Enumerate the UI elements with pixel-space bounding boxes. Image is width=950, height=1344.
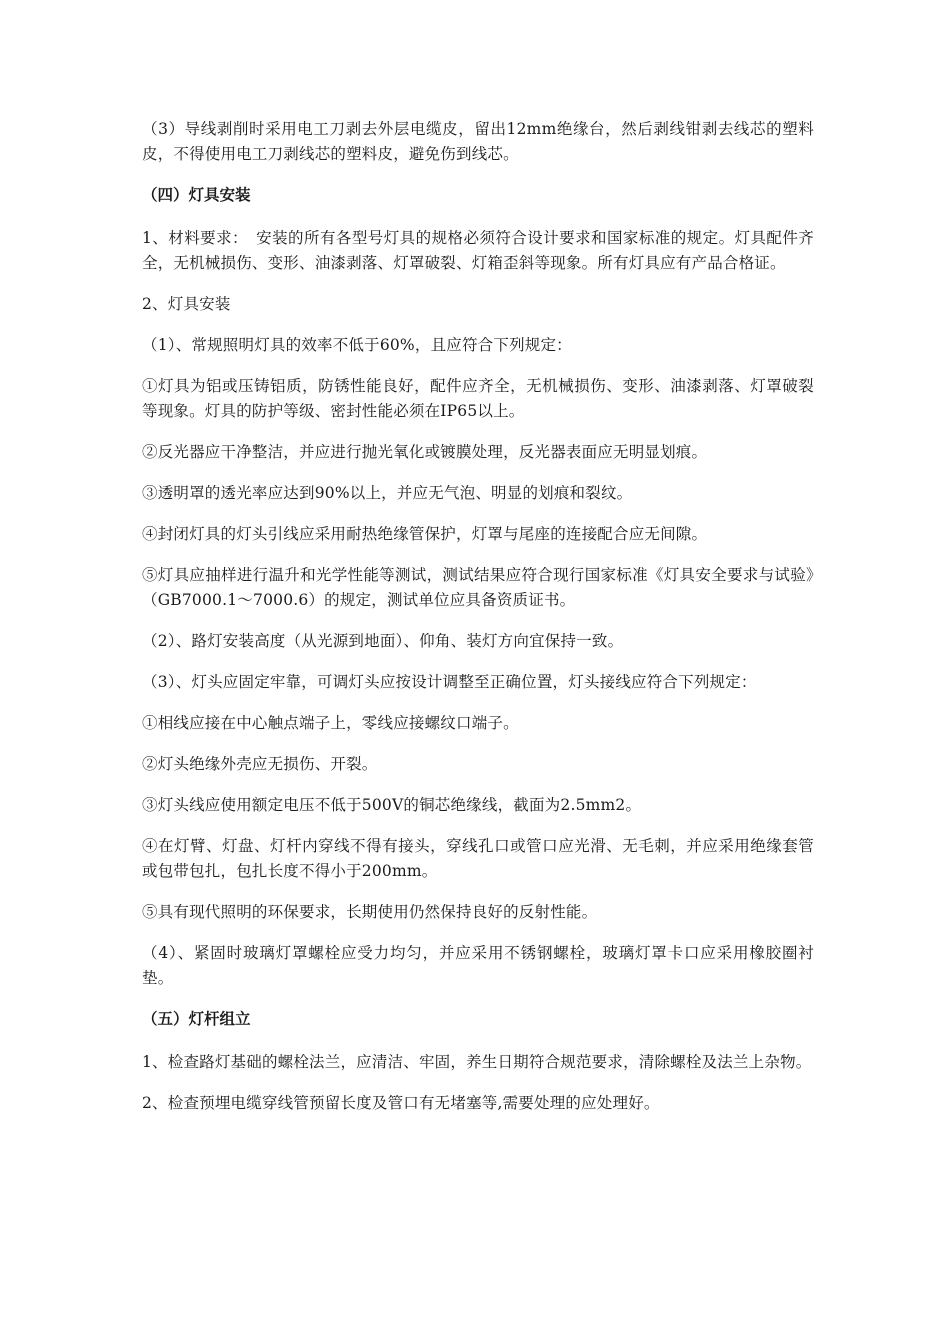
list-item-environmental: ⑤具有现代照明的环保要求，长期使用仍然保持良好的反射性能。 [142, 903, 598, 921]
list-item-phase-wire: ①相线应接在中心触点端子上，零线应接螺纹口端子。 [142, 714, 519, 732]
paragraph-lamp-install-title: 2、灯具安装 [142, 295, 231, 313]
list-item-reflector: ②反光器应干净整洁，并应进行抛光氧化或镀膜处理，反光器表面应无明显划痕。 [142, 443, 708, 461]
document-page [142, 117, 814, 1132]
paragraph-lamp-head-fixing: （3）、灯头应固定牢靠，可调灯头应按设计调整至正确位置，灯头接线应符合下列规定： [142, 673, 757, 691]
paragraph-wire-stripping: （3）导线剥削时采用电工刀剥去外层电缆皮，留出12mm绝缘台，然后剥线钳剥去线芯的塑料皮，不得使用电工刀剥线芯的塑料皮，避免伤到线芯。 [142, 120, 814, 163]
list-item-threading: ④在灯臂、灯盘、灯杆内穿线不得有接头，穿线孔口或管口应光滑、无毛刺，并应采用绝缘套管或包带包扎，包扎长度不得小于200mm。 [142, 837, 814, 880]
paragraph-check-conduit: 2、检查预埋电缆穿线管预留长度及管口有无堵塞等,需要处理的应处理好。 [142, 1094, 660, 1112]
paragraph-lamp-efficiency: （1）、常规照明灯具的效率不低于60%，且应符合下列规定： [142, 336, 572, 354]
list-item-insulation-shell: ②灯头绝缘外壳应无损伤、开裂。 [142, 755, 378, 773]
paragraph-glass-cover-bolts: （4）、紧固时玻璃灯罩螺栓应受力均匀，并应采用不锈钢螺栓，玻璃灯罩卡口应采用橡胶圈衬垫。 [142, 944, 814, 987]
section-heading-pole-erection: （五）灯杆组立 [142, 1010, 251, 1028]
list-item-transparent-cover: ③透明罩的透光率应达到90%以上，并应无气泡、明显的划痕和裂纹。 [142, 484, 633, 502]
paragraph-install-height: （2）、路灯安装高度（从光源到地面）、仰角、装灯方向宜保持一致。 [142, 632, 624, 650]
list-item-lamp-testing: ⑤灯具应抽样进行温升和光学性能等测试，测试结果应符合现行国家标准《灯具安全要求与试验》（GB7000.1～7000.6）的规定，测试单位应具备资质证书。 [142, 566, 814, 609]
paragraph-material-requirements: 1、材料要求： 安装的所有各型号灯具的规格必须符合设计要求和国家标准的规定。灯具配件齐全，无机械损伤、变形、油漆剥落、灯罩破裂、灯箱歪斜等现象。所有灯具应有产品合格证。 [142, 229, 814, 272]
paragraph-check-foundation: 1、检查路灯基础的螺栓法兰，应清洁、牢固，养生日期符合规范要求，清除螺栓及法兰上杂物。 [142, 1053, 812, 1071]
section-heading-lamp-installation: （四）灯具安装 [142, 186, 251, 204]
list-item-lamp-head-wire: ③灯头线应使用额定电压不低于500V的铜芯绝缘线，截面为2.5mm2。 [142, 796, 642, 814]
list-item-lamp-lead: ④封闭灯具的灯头引线应采用耐热绝缘管保护，灯罩与尾座的连接配合应无间隙。 [142, 525, 708, 543]
list-item-lamp-material: ①灯具为铝或压铸铝质，防锈性能良好，配件应齐全，无机械损伤、变形、油漆剥落、灯罩破裂等现象。灯具的防护等级、密封性能必须在IP65以上。 [142, 377, 814, 420]
